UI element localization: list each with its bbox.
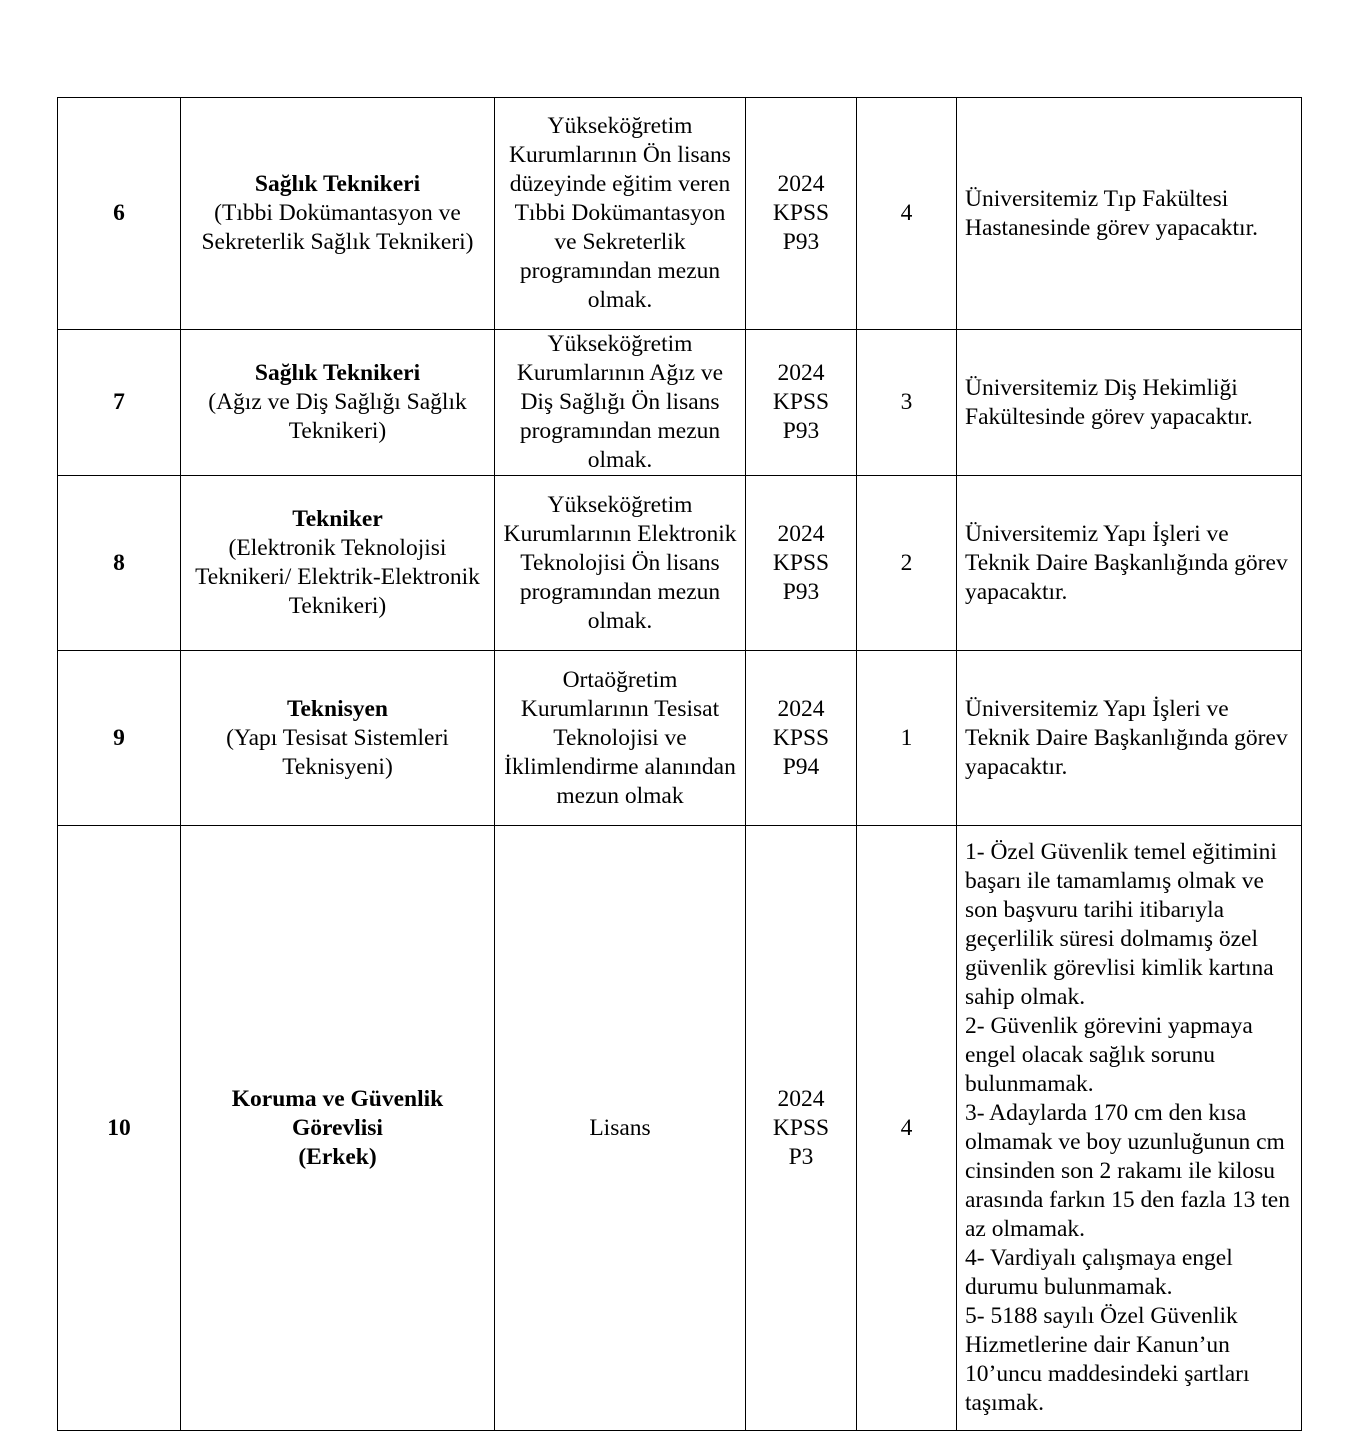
position-count: 2 xyxy=(857,476,957,651)
exam-year: 2024 xyxy=(777,1085,825,1112)
row-number: 8 xyxy=(58,476,181,651)
note: Üniversitemiz Tıp Fakültesi Hastanesinde görev yapacaktır. xyxy=(957,98,1302,330)
exam-name: KPSS xyxy=(772,389,830,415)
exam-name: KPSS xyxy=(772,549,830,576)
position-subtitle: (Yapı Tesisat Sistemleri Teknisyeni) xyxy=(226,724,449,780)
exam-score-type: P3 xyxy=(788,1143,814,1170)
row-number: 7 xyxy=(58,330,181,476)
position-subtitle: (Ağız ve Diş Sağlığı Sağlık Teknikeri) xyxy=(208,389,467,444)
note: Üniversitemiz Yapı İşleri ve Teknik Daire Başkanlığında görev yapacaktır. xyxy=(957,476,1302,651)
requirement: Lisans xyxy=(495,826,746,1431)
exam-name: KPSS xyxy=(772,1114,830,1141)
note: Üniversitemiz Yapı İşleri ve Teknik Daire Başkanlığında görev yapacaktır. xyxy=(957,651,1302,826)
table-row xyxy=(58,651,1302,826)
note: Üniversitemiz Diş Hekimliği Fakültesinde görev yapacaktır. xyxy=(957,330,1302,476)
note-item: 4- Vardiyalı çalışmaya engel durumu bulunmamak. xyxy=(965,1245,1233,1300)
note-list xyxy=(957,826,1302,1431)
position-title-line: Koruma ve Güvenlik xyxy=(231,1085,444,1112)
requirement: Yükseköğretim Kurumlarının Elektronik Teknolojisi Ön lisans programından mezun olmak. xyxy=(495,476,746,651)
row-number: 9 xyxy=(58,651,181,826)
exam-score-type: P93 xyxy=(782,418,820,444)
position-count: 4 xyxy=(857,98,957,330)
position-title-cell xyxy=(181,476,495,651)
note-item: 1- Özel Güvenlik temel eğitimini başarı ile tamamlamış olmak ve son başvuru tarihi itibarıyla geçerlilik süresi dolmamış özel güvenlik görevlisi kimlik kartına sahip olmak. xyxy=(965,839,1277,1010)
exam-cell xyxy=(746,98,857,330)
position-title: Sağlık Teknikeri xyxy=(254,171,421,197)
position-title-line: Görevlisi xyxy=(292,1114,383,1141)
table-row xyxy=(58,330,1302,476)
position-title: Tekniker xyxy=(292,506,383,532)
position-count: 1 xyxy=(857,651,957,826)
positions-table xyxy=(57,97,1302,1431)
table-row xyxy=(58,476,1302,651)
exam-score-type: P94 xyxy=(782,753,820,780)
exam-cell xyxy=(746,330,857,476)
exam-cell xyxy=(746,826,857,1431)
exam-year: 2024 xyxy=(777,695,825,722)
position-title-cell xyxy=(181,98,495,330)
exam-year: 2024 xyxy=(777,520,825,547)
exam-score-type: P93 xyxy=(782,229,820,255)
exam-name: KPSS xyxy=(772,724,830,751)
exam-cell xyxy=(746,476,857,651)
row-number: 6 xyxy=(58,98,181,330)
requirement: Yükseköğretim Kurumlarının Ağız ve Diş Sağlığı Ön lisans programından mezun olmak. xyxy=(495,330,746,476)
note-item: 5- 5188 sayılı Özel Güvenlik Hizmetlerine dair Kanun’un 10’uncu maddesindeki şartları taşımak. xyxy=(965,1303,1250,1416)
requirement: Ortaöğretim Kurumlarının Tesisat Teknolojisi ve İklimlendirme alanından mezun olmak xyxy=(495,651,746,826)
exam-year: 2024 xyxy=(777,360,825,386)
position-subtitle: (Tıbbi Dokümantasyon ve Sekreterlik Sağlık Teknikeri) xyxy=(201,200,474,255)
row-number: 10 xyxy=(58,826,181,1431)
position-title-cell xyxy=(181,826,495,1431)
table-row xyxy=(58,98,1302,330)
requirement: Yükseköğretim Kurumlarının Ön lisans düzeyinde eğitim veren Tıbbi Dokümantasyon ve Sekreterlik programından mezun olmak. xyxy=(495,98,746,330)
position-title-cell xyxy=(181,330,495,476)
position-count: 4 xyxy=(857,826,957,1431)
note-item: 3- Adaylarda 170 cm den kısa olmamak ve boy uzunluğunun cm cinsinden son 2 rakamı ile kilosu arasında farkın 15 den fazla 13 ten az olmamak. xyxy=(965,1100,1290,1242)
exam-score-type: P93 xyxy=(782,578,820,605)
position-subtitle: (Elektronik Teknolojisi Teknikeri/ Elektrik-Elektronik Teknikeri) xyxy=(195,535,480,619)
position-title-cell xyxy=(181,651,495,826)
position-title-line: (Erkek) xyxy=(298,1143,377,1170)
exam-cell xyxy=(746,651,857,826)
exam-name: KPSS xyxy=(772,200,830,226)
note-item: 2- Güvenlik görevini yapmaya engel olacak sağlık sorunu bulunmamak. xyxy=(965,1013,1253,1097)
exam-year: 2024 xyxy=(777,171,825,197)
position-count: 3 xyxy=(857,330,957,476)
position-title: Sağlık Teknikeri xyxy=(254,360,421,386)
table-row xyxy=(58,826,1302,1431)
position-title: Teknisyen xyxy=(286,695,388,722)
